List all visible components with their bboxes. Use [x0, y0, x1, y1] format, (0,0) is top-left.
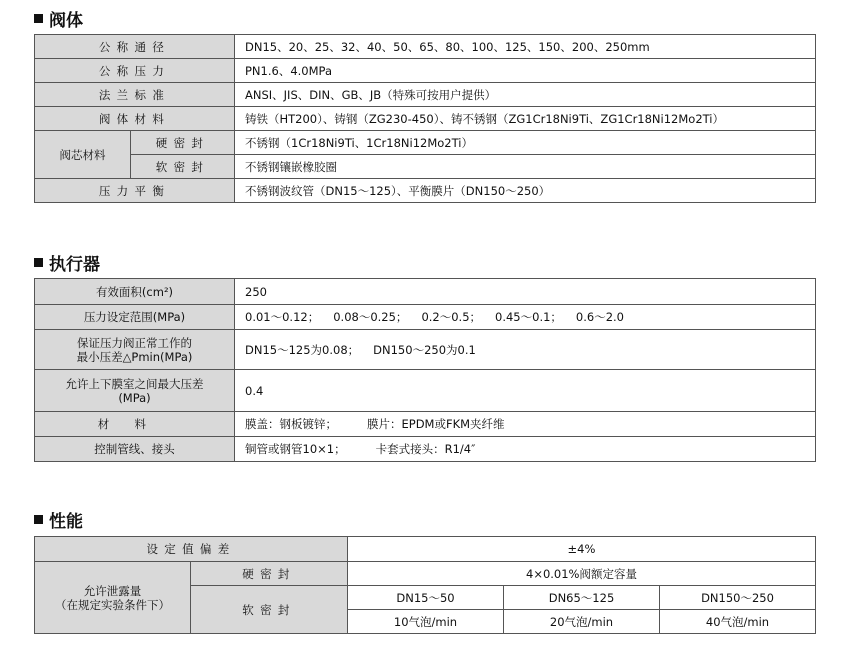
row-value: 不锈钢波纹管（DN15～125）、平衡膜片（DN150～250） — [235, 179, 816, 203]
table-row — [35, 59, 816, 83]
row-value: 铸铁（HT200）、铸钢（ZG230-450）、铸不锈钢（ZG1Cr18Ni9Ti、ZG1Cr18Ni12Mo2Ti） — [235, 107, 816, 131]
max-diff-label: 允许上下膜室之间最大压差 (MPa) — [35, 370, 235, 412]
hard-seal-value: 4×0.01%阀额定容量 — [348, 562, 816, 586]
table-row — [35, 370, 816, 412]
size-cell: DN65～125 — [504, 586, 660, 610]
deviation-value: ±4% — [348, 537, 816, 562]
section-title-text: 阀体 — [49, 10, 83, 31]
table-row — [35, 35, 816, 59]
bubble-cell: 20气泡/min — [504, 610, 660, 634]
table-row — [35, 537, 816, 562]
performance-table — [34, 536, 816, 634]
soft-seal-label: 软密封 — [131, 155, 235, 179]
section-title-text: 执行器 — [49, 254, 100, 275]
section-title-performance — [34, 508, 83, 530]
core-material-label: 阀芯材料 — [35, 131, 131, 179]
square-bullet-icon — [34, 14, 43, 23]
bubble-cell: 40气泡/min — [660, 610, 816, 634]
table-row — [35, 437, 816, 462]
section-title-text: 性能 — [49, 511, 83, 532]
material-value: 膜盖：钢板镀锌； 膜片：EPDM或FKM夹纤维 — [235, 412, 816, 437]
range-label: 压力设定范围(MPa) — [35, 305, 235, 330]
table-row — [35, 83, 816, 107]
min-diff-label: 保证压力阀正常工作的 最小压差△Pmin(MPa) — [35, 330, 235, 370]
pipe-label: 控制管线、接头 — [35, 437, 235, 462]
max-diff-value: 0.4 — [235, 370, 816, 412]
bubble-cell: 10气泡/min — [348, 610, 504, 634]
valve-body-table — [34, 34, 816, 203]
table-row — [35, 330, 816, 370]
table-row — [35, 131, 816, 155]
square-bullet-icon — [34, 258, 43, 267]
row-label: 法兰标准 — [35, 83, 235, 107]
table-row — [35, 562, 816, 586]
row-label: 压力平衡 — [35, 179, 235, 203]
size-cell: DN15～50 — [348, 586, 504, 610]
hard-seal-label: 硬密封 — [191, 562, 348, 586]
row-value: ANSI、JIS、DIN、GB、JB（特殊可按用户提供） — [235, 83, 816, 107]
row-label: 公称通径 — [35, 35, 235, 59]
hard-seal-label: 硬密封 — [131, 131, 235, 155]
row-label: 阀体材料 — [35, 107, 235, 131]
deviation-label: 设定值偏差 — [35, 537, 348, 562]
square-bullet-icon — [34, 515, 43, 524]
hard-seal-value: 不锈钢（1Cr18Ni9Ti、1Cr18Ni12Mo2Ti） — [235, 131, 816, 155]
table-row — [35, 179, 816, 203]
table-row — [35, 155, 816, 179]
table-row — [35, 107, 816, 131]
row-value: PN1.6、4.0MPa — [235, 59, 816, 83]
soft-seal-value: 不锈钢镶嵌橡胶圈 — [235, 155, 816, 179]
leakage-label: 允许泄露量 （在规定实验条件下） — [35, 562, 191, 634]
range-value: 0.01～0.12； 0.08～0.25； 0.2～0.5； 0.45～0.1； 0.6～2.0 — [235, 305, 816, 330]
min-diff-value: DN15～125为0.08； DN150～250为0.1 — [235, 330, 816, 370]
row-label: 公称压力 — [35, 59, 235, 83]
size-cell: DN150～250 — [660, 586, 816, 610]
actuator-table — [34, 278, 816, 462]
section-title-actuator — [34, 251, 100, 273]
pipe-value: 铜管或钢管10×1； 卡套式接头：R1/4″ — [235, 437, 816, 462]
section-title-valve-body — [34, 7, 83, 29]
table-row — [35, 412, 816, 437]
table-row — [35, 305, 816, 330]
area-value: 250 — [235, 279, 816, 305]
row-value: DN15、20、25、32、40、50、65、80、100、125、150、200、250mm — [235, 35, 816, 59]
table-row — [35, 279, 816, 305]
soft-seal-label: 软密封 — [191, 586, 348, 634]
material-label: 材料 — [35, 412, 235, 437]
area-label: 有效面积(cm²) — [35, 279, 235, 305]
